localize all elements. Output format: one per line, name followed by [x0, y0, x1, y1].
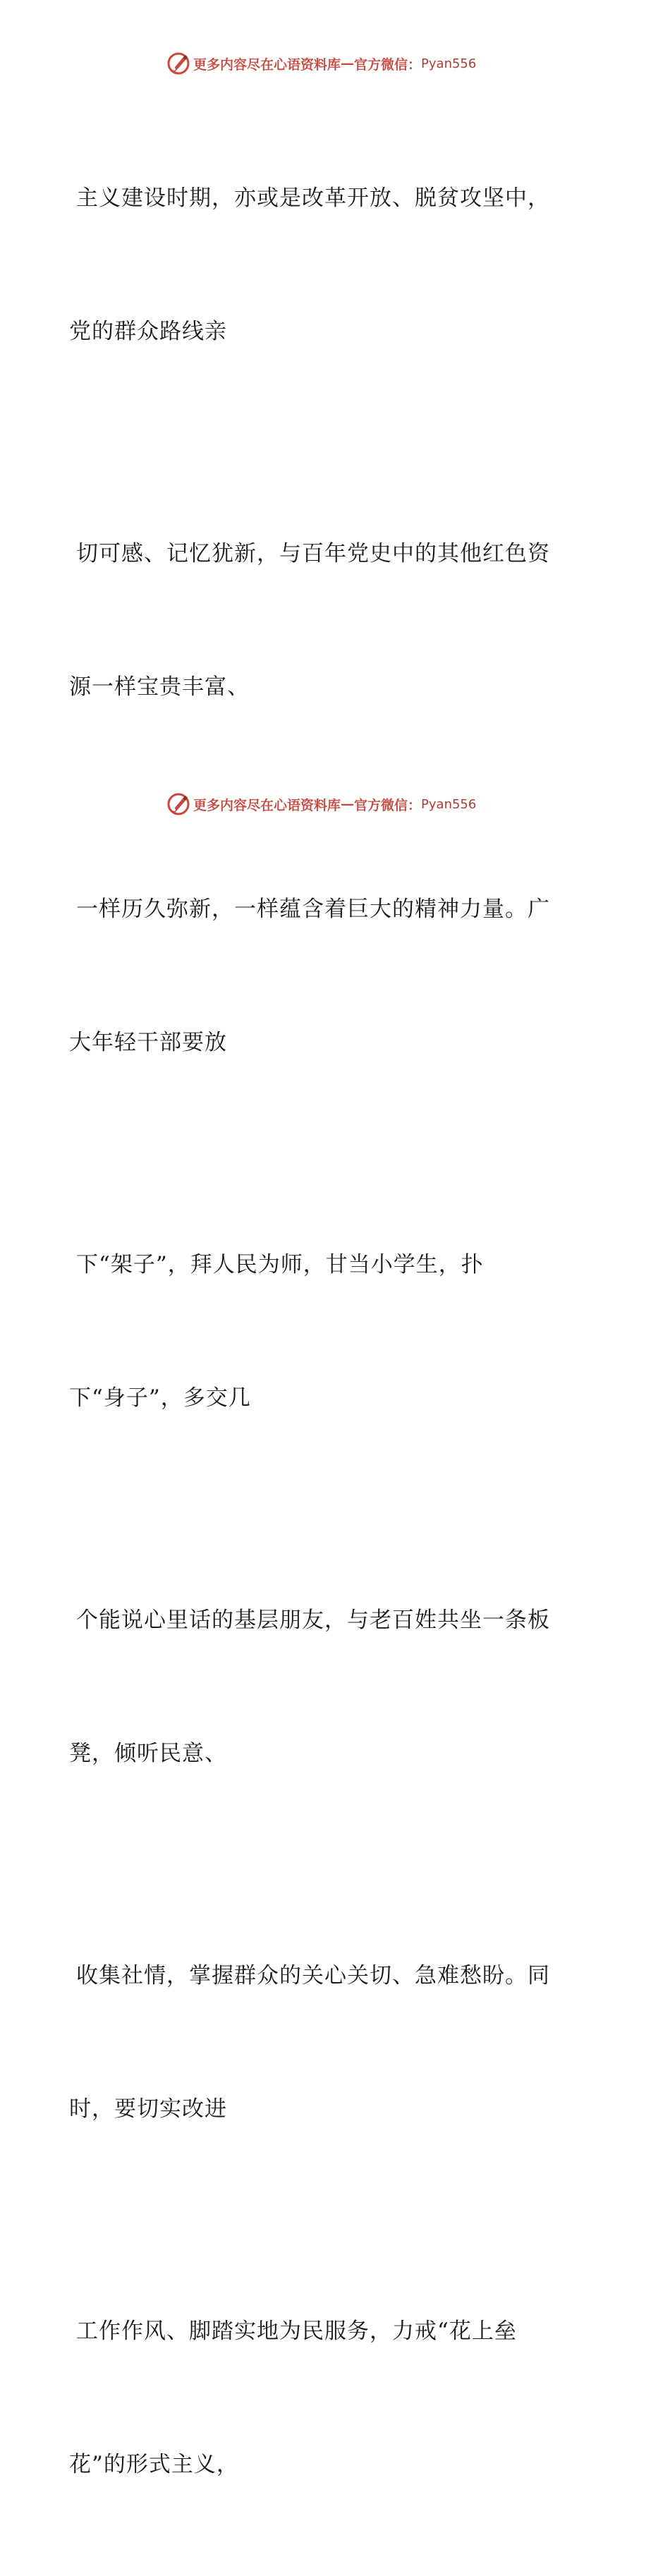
paragraph-line: 凳，倾听民意、 — [69, 1741, 227, 1766]
header-wechat-id: Pyan556 — [421, 56, 477, 71]
paragraph-6 — [69, 1865, 605, 2220]
header-banner — [166, 51, 505, 76]
paragraph-line: 主义建设时期，亦或是改革开放、脱贫攻坚中， — [76, 186, 550, 211]
footer-wechat-label: 官方微信： — [354, 797, 422, 813]
paragraph-line: 党的群众路线亲 — [69, 319, 227, 344]
paragraph-line: 大年轻干部要放 — [69, 1030, 227, 1055]
paragraph-2 — [69, 443, 605, 798]
paragraph-line: 时，要切实改进 — [69, 2096, 227, 2122]
paragraph-line: 花”的形式主义， — [69, 2452, 239, 2477]
paragraph-line: 个能说心里话的基层朋友，与老百姓共坐一条板 — [76, 1608, 550, 1633]
document-body — [69, 87, 605, 2576]
header-wechat-label: 官方微信： — [354, 56, 422, 73]
pen-circle-logo-icon — [166, 51, 190, 75]
header-slogan: 更多内容尽在心语资料库 — [193, 56, 341, 73]
pen-circle-logo-icon — [166, 792, 190, 816]
paragraph-3 — [69, 798, 605, 1154]
paragraph-line: 收集社情，掌握群众的关心关切、急难愁盼。同 — [76, 1963, 550, 1988]
header-dash: — — [341, 56, 355, 71]
paragraph-4 — [69, 1154, 605, 1509]
paragraph-5 — [69, 1509, 605, 1865]
paragraph-line: 下“身子”，多交几 — [69, 1385, 251, 1411]
paragraph-line: 下“架子”，拜人民为师，甘当小学生，扑 — [76, 1252, 484, 1277]
paragraph-1 — [69, 87, 605, 443]
paragraph-line: 工作作风、脚踏实地为民服务，力戒“花上垒 — [76, 2319, 517, 2344]
footer-wechat-id: Pyan556 — [421, 796, 477, 812]
footer-dash: — — [341, 796, 355, 812]
paragraph-line: 切可感、记忆犹新，与百年党史中的其他红色资 — [76, 541, 550, 566]
paragraph-line: 源一样宝贵丰富、 — [69, 674, 250, 700]
paragraph-line: 一样历久弥新，一样蕴含着巨大的精神力量。广 — [76, 897, 550, 922]
footer-banner — [166, 791, 505, 817]
paragraph-7 — [69, 2220, 605, 2576]
footer-slogan: 更多内容尽在心语资料库 — [193, 797, 341, 813]
